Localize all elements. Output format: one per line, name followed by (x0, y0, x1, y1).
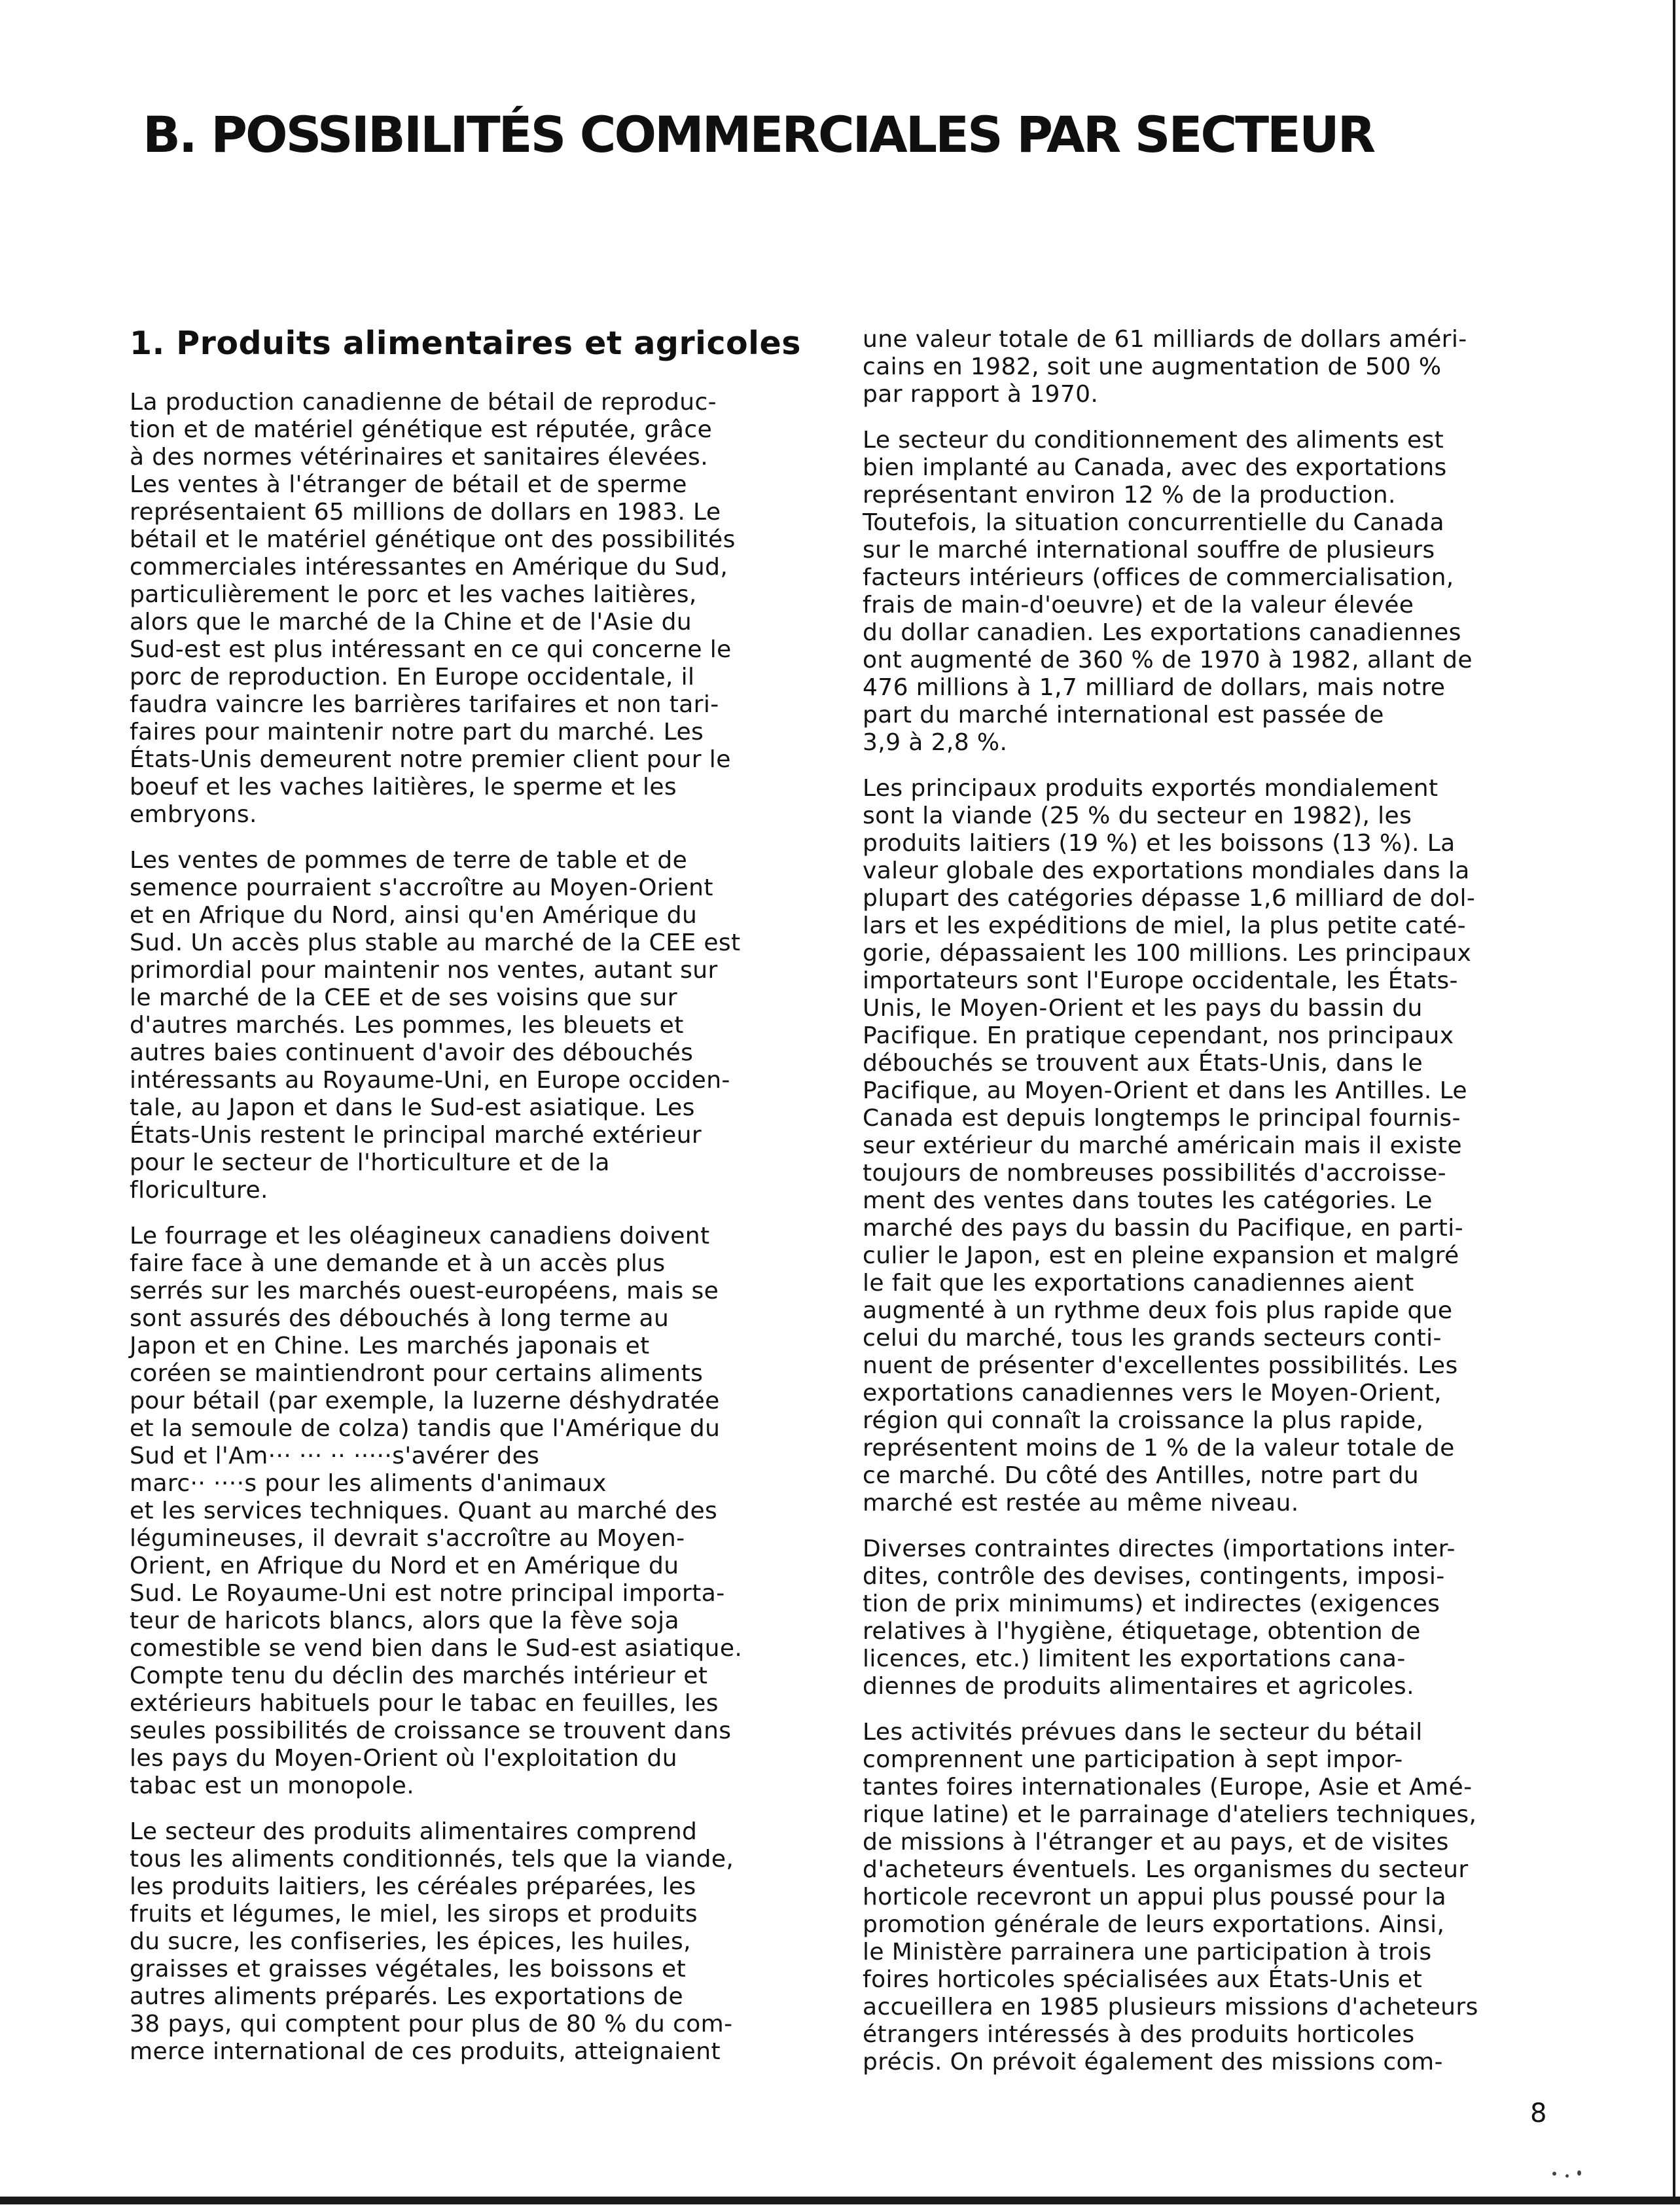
paragraph-food-processing: Le secteur du conditionnement des aliments est bien implanté au Canada, avec des exportations représentant environ 12 % de la production. Toutefois, la situation concurrentielle du Canada sur le marché international souffre de plusieurs facteurs intérieurs (offices de commercialisation, frais de main-d'oeuvre) et de la valeur élevée du dollar canadien. Les exportations canadiennes ont augmenté de 360 % de 1970 à 1982, allant de 476 millions à 1,7 milliard de dollars, mais notre part du marché international est passée de 3,9 à 2,8 %. (863, 427, 1473, 756)
paragraph-constraints: Diverses contraintes directes (importations inter- dites, contrôle des devises, contingents, imposi- tion de prix minimums) et indirectes (exigences relatives à l'hygiène, étiquetage, obtention de licences, etc.) limitent les exportations cana- diennes de produits alimentaires et agricoles. (863, 1536, 1456, 1700)
paragraph-world-trade-value: une valeur totale de 61 milliards de dollars améri- cains en 1982, soit une augmentation de 500 % par rapport à 1970. (863, 326, 1467, 408)
paragraph-forage-oilseeds: Le fourrage et les oléagineux canadiens doivent faire face à une demande et à un accès plus serrés sur les marchés ouest-européens, mais se sont assurés des débouchés à long terme au Japon et en Chine. Les marchés japonais et coréen se maintiendront pour certains aliments pour bétail (par exemple, la luzerne déshydratée et la semoule de colza) tandis que l'Amérique du Sud et l'Am··· ··· ·· ·····s'avérer des marc·· ····s pour les aliments d'animaux et les services techniques. Quant au marché des légumineuses, il devrait s'accroître au Moyen- Orient, en Afrique du Nord et en Amérique du Sud. Le Royaume-Uni est notre principal importa- teur de haricots blancs, alors que la fève soja comestible se vend bien dans le Sud-est asiatique. Compte tenu du déclin des marchés intérieur et extérieurs habituels pour le tabac en feuilles, les seules possibilités de croissance se trouvent dans les pays du Moyen-Orient où l'exploitation du tabac est un monopole. (130, 1222, 743, 1799)
page-number: 8 (1530, 2098, 1547, 2128)
scan-speck (1565, 2174, 1569, 2178)
paragraph-planned-activities: Les activités prévues dans le secteur du bétail comprennent une participation à sept impor- tantes foires internationales (Europe, Asie et Amé- rique latine) et le parrainage d'ateliers techniques, de missions à l'étranger et au pays, et de visites d'acheteurs éventuels. Les organismes du secteur horticole recevront un appui plus poussé pour la promotion générale de leurs exportations. Ainsi, le Ministère parrainera une participation à trois foires horticoles spécialisées aux États-Unis et accueillera en 1985 plusieurs missions d'acheteurs étrangers intéressés à des produits horticoles précis. On prévoit également des missions com- (863, 1719, 1478, 2075)
section-title: B. POSSIBILITÉS COMMERCIALES PAR SECTEUR (143, 105, 1374, 164)
paragraph-potatoes-horticulture: Les ventes de pommes de terre de table et de semence pourraient s'accroître au Moyen-Orient et en Afrique du Nord, ainsi qu'en Amérique du Sud. Un accès plus stable au marché de la CEE est primordial pour maintenir nos ventes, autant sur le marché de la CEE et de ses voisins que sur d'autres marchés. Les pommes, les bleuets et autres baies continuent d'avoir des débouchés intéressants au Royaume-Uni, en Europe occiden- tale, au Japon et dans le Sud-est asiatique. Les États-Unis restent le principal marché extérieur pour le secteur de l'horticulture et de la floriculture. (130, 846, 741, 1204)
paragraph-livestock: La production canadienne de bétail de reproduc- tion et de matériel génétique est réputée, grâce à des normes vétérinaires et sanitaires élevées. Les ventes à l'étranger de bétail et de sperme représentaient 65 millions de dollars en 1983. Le bétail et le matériel génétique ont des possibilités commerciales intéressantes en Amérique du Sud, particulièrement le porc et les vaches laitières, alors que le marché de la Chine et de l'Asie du Sud-est est plus intéressant en ce qui concerne le porc de reproduction. En Europe occidentale, il faudra vaincre les barrières tarifaires et non tari- faires pour maintenir notre part du marché. Les États-Unis demeurent notre premier client pour le boeuf et les vaches laitières, le sperme et les embryons. (130, 388, 736, 828)
paragraph-food-products-sector: Le secteur des produits alimentaires comprend tous les aliments conditionnés, tels que la viande, les produits laitiers, les céréales préparées, les fruits et légumes, le miel, les sirops et produits du sucre, les confiseries, les épices, les huiles, graisses et graisses végétales, les boissons et autres aliments préparés. Les exportations de 38 pays, qui comptent pour plus de 80 % du com- merce international de ces produits, atteignaient (130, 1818, 734, 2065)
page-border-right (1673, 0, 1675, 2199)
paragraph-main-exports: Les principaux produits exportés mondialement sont la viande (25 % du secteur en 1982), les produits laitiers (19 %) et les boissons (13 %). La valeur globale des exportations mondiales dans la plupart des catégories dépasse 1,6 milliard de dol- lars et les expéditions de miel, la plus petite caté- gorie, dépassaient les 100 millions. Les principaux importateurs sont l'Europe occidentale, les États- Unis, le Moyen-Orient et les pays du bassin du Pacifique. En pratique cependant, nos principaux débouchés se trouvent aux États-Unis, dans le Pacifique, au Moyen-Orient et dans les Antilles. Le Canada est depuis longtemps le principal fournis- seur extérieur du marché américain mais il existe toujours de nombreuses possibilités d'accroisse- ment des ventes dans toutes les catégories. Le marché des pays du bassin du Pacifique, en parti- culier le Japon, est en pleine expansion et malgré le fait que les exportations canadiennes aient augmenté à un rythme deux fois plus rapide que celui du marché, tous les grands secteurs conti- nuent de présenter d'excellentes possibilités. Les exportations canadiennes vers le Moyen-Orient, région qui connaît la croissance la plus rapide, représentent moins de 1 % de la valeur totale de ce marché. Du côté des Antilles, notre part du marché est restée au même niveau. (863, 775, 1476, 1517)
right-column (863, 326, 1517, 2094)
page-border-bottom (0, 2197, 1680, 2204)
scan-speck (1552, 2172, 1556, 2176)
scan-speck (1577, 2170, 1581, 2176)
left-column (130, 325, 801, 2084)
subsection-title: 1. Produits alimentaires et agricoles (130, 325, 801, 362)
